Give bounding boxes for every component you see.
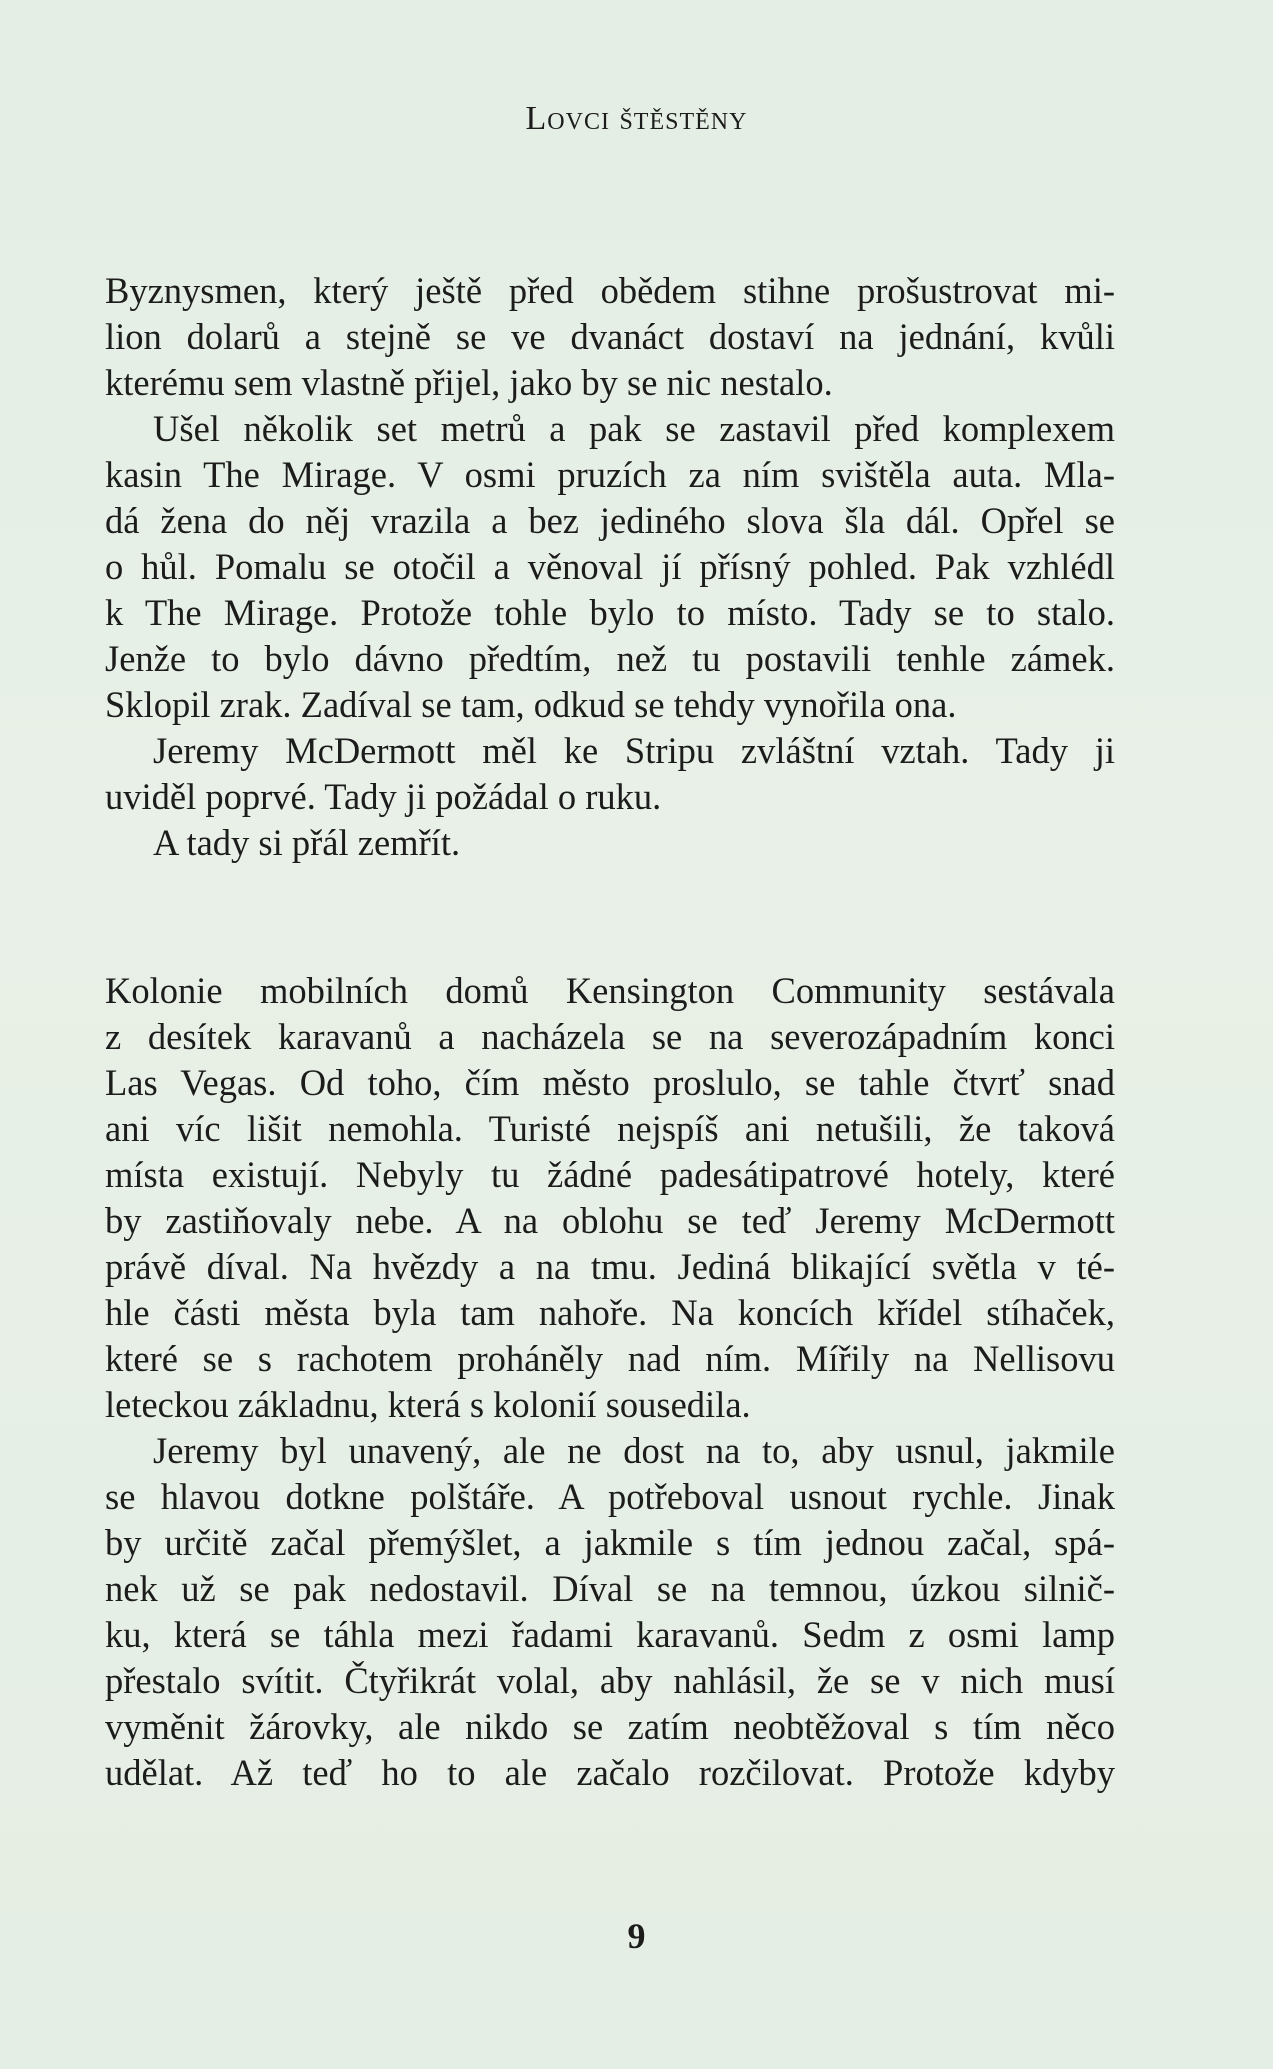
text-line: hle části města byla tam nahoře. Na koncích křídel stíhaček, (105, 1292, 1115, 1333)
text-line: vyměnit žárovky, ale nikdo se zatím neobtěžoval s tím něco (105, 1706, 1115, 1747)
text-line: kterému sem vlastně přijel, jako by se nic nestalo. (105, 362, 833, 403)
page-number: 9 (627, 1916, 646, 1956)
text-line: Sklopil zrak. Zadíval se tam, odkud se tehdy vynořila ona. (105, 684, 957, 725)
text-line: ku, která se táhla mezi řadami karavanů. Sedm z osmi lamp (105, 1614, 1115, 1655)
running-head: Lovci štěstěny (525, 100, 748, 137)
text-section-2 (105, 968, 1115, 1796)
text-section-1 (105, 268, 1115, 866)
text-line: přestalo svítit. Čtyřikrát volal, aby nahlásil, že se v nich musí (105, 1660, 1115, 1701)
text-line: kasin The Mirage. V osmi pruzích za ním svištěla auta. Mla- (105, 454, 1115, 495)
text-line: o hůl. Pomalu se otočil a věnoval jí přísný pohled. Pak vzhlédl (105, 546, 1115, 587)
text-line: dá žena do něj vrazila a bez jediného slova šla dál. Opřel se (105, 500, 1115, 541)
text-line: leteckou základnu, která s kolonií sousedila. (105, 1384, 751, 1425)
text-line: se hlavou dotkne polštáře. A potřeboval usnout rychle. Jinak (105, 1476, 1115, 1517)
text-line: Jeremy byl unavený, ale ne dost na to, aby usnul, jakmile (153, 1430, 1115, 1471)
text-line: udělat. Až teď ho to ale začalo rozčilovat. Protože kdyby (105, 1752, 1115, 1793)
text-line: Las Vegas. Od toho, čím město proslulo, se tahle čtvrť snad (105, 1062, 1115, 1103)
text-line: ani víc lišit nemohla. Turisté nejspíš ani netušili, že taková (105, 1108, 1115, 1149)
text-line: Ušel několik set metrů a pak se zastavil před komplexem (153, 408, 1115, 449)
text-line: Kolonie mobilních domů Kensington Community sestávala (105, 970, 1115, 1011)
text-line: k The Mirage. Protože tohle bylo to místo. Tady se to stalo. (105, 592, 1115, 633)
text-line: nek už se pak nedostavil. Díval se na temnou, úzkou silnič- (105, 1568, 1115, 1609)
text-line: lion dolarů a stejně se ve dvanáct dostaví na jednání, kvůli (105, 316, 1115, 357)
text-line: uviděl poprvé. Tady ji požádal o ruku. (105, 776, 662, 817)
text-line: které se s rachotem proháněly nad ním. Mířily na Nellisovu (105, 1338, 1115, 1379)
text-line: z desítek karavanů a nacházela se na severozápadním konci (105, 1016, 1115, 1057)
text-line: Jeremy McDermott měl ke Stripu zvláštní vztah. Tady ji (153, 730, 1115, 771)
text-line: A tady si přál zemřít. (153, 822, 461, 863)
text-line: by zastiňovaly nebe. A na oblohu se teď Jeremy McDermott (105, 1200, 1115, 1241)
text-line: by určitě začal přemýšlet, a jakmile s tím jednou začal, spá- (105, 1522, 1115, 1563)
text-line: Jenže to bylo dávno předtím, než tu postavili tenhle zámek. (105, 638, 1115, 679)
text-line: právě díval. Na hvězdy a na tmu. Jediná blikající světla v té- (105, 1246, 1115, 1287)
text-line: místa existují. Nebyly tu žádné padesátipatrové hotely, které (105, 1154, 1115, 1195)
text-line: Byznysmen, který ještě před obědem stihne prošustrovat mi- (105, 270, 1115, 311)
